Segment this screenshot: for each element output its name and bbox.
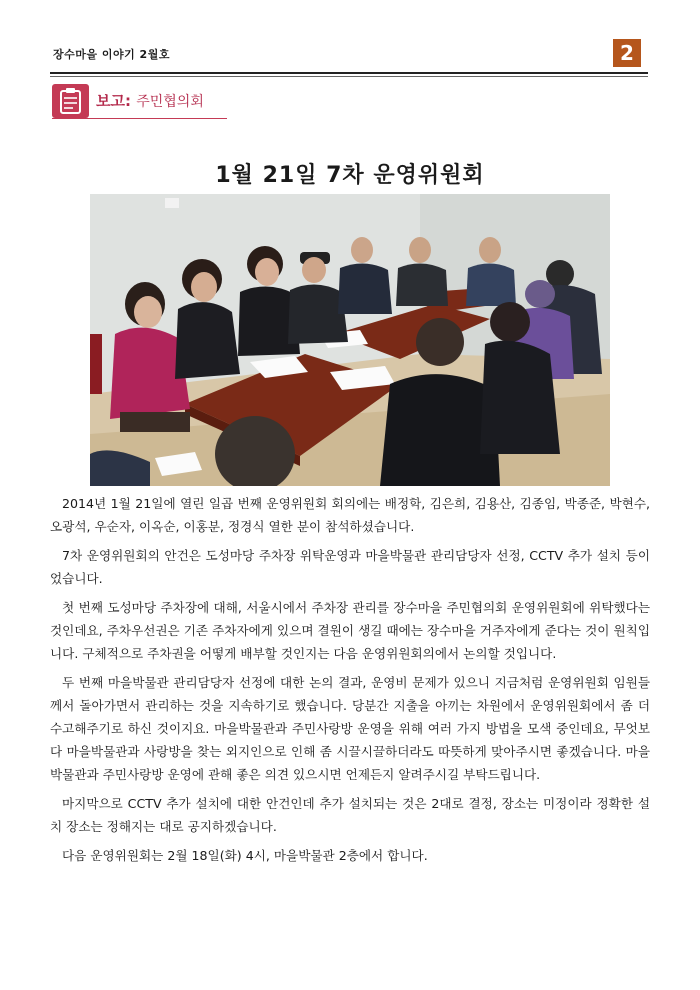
article-title: 1월 21일 7차 운영위원회 — [215, 163, 485, 188]
newsletter-title: 장수마을 이야기 2월호 — [53, 48, 170, 61]
header-rule-thin — [50, 76, 648, 77]
paragraph-museum: 두 번째 마을박물관 관리담당자 선정에 대한 논의 결과, 운영비 문제가 있으니 지금처럼 운영위원회 임원들께서 돌아가면서 관리하는 것을 지속하기로 했습니다. 당분간 지출을 아끼는 차원에서 운영위원회에서 좀 더 수고해주기로 하신 것이지요. 마을박물관과 주민사랑방 운영을 위해 여러 가지 방법을 모색 중인데요, 무엇보다 마을박물관과 사랑방을 찾는 외지인으로 인해 좀 시끌시끌하더라도 따뜻하게 맞아주시면 좋겠습니다. 마을박물관과 주민사랑방 운영에 관해 좋은 의견 있으시면 언제든지 알려주시길 부탁드립니다. — [50, 675, 650, 782]
paragraph-attendance: 2014년 1월 21일에 열린 일곱 번째 운영위원회 회의에는 배정학, 김은희, 김용산, 김종임, 박종준, 박현수, 오광석, 우순자, 이옥순, 이홍분, 정경식 열한 분이 참석하셨습니다. — [50, 496, 650, 534]
page-number-badge: 2 — [613, 39, 641, 67]
paragraph-cctv: 마지막으로 CCTV 추가 설치에 대한 안건인데 추가 설치되는 것은 2대로 결정, 장소는 미정이라 정확한 설치 장소는 정해지는 대로 공지하겠습니다. — [50, 796, 650, 834]
clipboard-icon — [52, 84, 89, 118]
section-underline — [52, 118, 227, 119]
section-label-sub: 주민협의회 — [136, 94, 204, 110]
paragraph-next-meeting: 다음 운영위원회는 2월 18일(화) 4시, 마을박물관 2층에서 합니다. — [62, 848, 428, 863]
header-rule — [50, 72, 648, 74]
section-label-main: 보고: — [96, 92, 131, 110]
paragraph-agenda: 7차 운영위원회의 안건은 도성마당 주차장 위탁운영과 마을박물관 관리담당자 선정, CCTV 추가 설치 등이었습니다. — [50, 548, 650, 586]
meeting-photo — [90, 194, 610, 486]
section-label — [96, 90, 204, 111]
article-body — [50, 492, 650, 873]
paragraph-parking: 첫 번째 도성마당 주차장에 대해, 서울시에서 주차장 관리를 장수마을 주민협의회 운영위원회에 위탁했다는 것인데요, 주차우선권은 기존 주차자에게 있으며 결원이 생길 때에는 장수마을 거주자에게 준다는 것이 원칙입니다. 구체적으로 주차권을 어떻게 배부할 것인지는 다음 운영위원회의에서 논의할 것입니다. — [50, 600, 650, 661]
